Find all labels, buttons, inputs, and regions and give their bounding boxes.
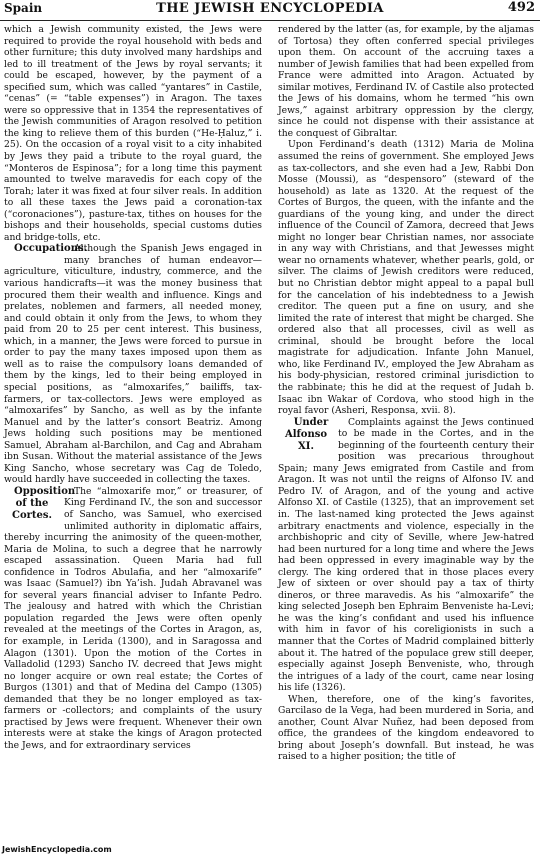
side-heading-opposition: Opposition of the Cortes.	[12, 485, 76, 521]
paragraph: Upon Ferdinand’s death (1312) Maria de Molina assumed the reins of government. She employed Jews as tax-collectors, and she even had a Jew, Rabbi Don Mosse (Moussi), as “despensoro” (steward of the household) as late as 1320. At the request of the Cortes of Burgos, the queen, with the infante and the guardians of the young king, and under the direct influence of the Council of Zamora, decreed that Jews might no longer bear Christian names, nor associate in any way with Christians, and that Jewesses might wear no ornaments whatever, whether pearls, gold, or silver. The claims of Jewish creditors were reduced, but no Christian debtor might appeal to a papal bull for the cancelation of his indebtedness to a Jewish creditor. The queen put a fine on usury, and she limited the rate of interest that might be charged. She ordered also that all processes, civil as well as criminal, should be brought before the local magistrate for adjudication. Infante John Manuel, who, like Ferdinand IV., employed the Jew Abraham as his body-physician, restored criminal jurisdiction to the rabbinate; this he did at the request of Judah b. Isaac ibn Wakar of Cordova, who stood high in the royal favor (Asheri, Responsa, xvii. 8).	[278, 139, 534, 417]
page-header	[0, 0, 540, 21]
side-heading-alfonso: Under Alfonso XI.	[284, 416, 329, 452]
paragraph: When, therefore, one of the king’s favorites, Garcilaso de la Vega, had been murdered in Soria, and another, Count Alvar Nuñez, had been deposed from office, the grandees of the kingdom endeavored to bring about Joseph’s downfall. But instead, he was raised to a higher position; the title of	[278, 693, 534, 763]
paragraph-text: The “almoxarife mor,” or treasurer, of King Ferdinand IV., the son and successor of Sancho, was Samuel, who exercised unlimited authority in diplomatic affairs, thereby incurring the animosity of the queen-mother, Maria de Molina, to such a degree that he narrowly escaped assassination. Queen Maria had full confidence in Todros Abulafia, and her “almoxarife” was Isaac (Samuel?) ibn Ya’ish. Judah Abravanel was for several years financial adviser to Infante Pedro. The jealousy and hatred with which the Christian population regarded the Jews were often openly revealed at the meetings of the Cortes in Aragon, as, for example, in Lerida (1300), and in Saragossa and Alagon (1301). Upon the motion of the Cortes in Valladolid (1293) Sancho IV. decreed that Jews might no longer acquire or own real estate; the Cortes of Burgos (1301) and that of Medina del Campo (1305) demanded that they be no longer employed as tax-farmers or -collectors; and complaints of the usury practised by Jews were frequent. Whenever their own interests were at stake the kings of Aragon protected the Jews, and for extraordinary services	[4, 485, 262, 751]
left-column	[4, 24, 262, 751]
paragraph-text: Although the Spanish Jews engaged in many branches of human endeavor—agriculture, viticulture, industry, commerce, and the various handicrafts—it was the money business that procured them their wealth and influence. Kings and prelates, noblemen and farmers, all needed money, and could obtain it only from the Jews, to whom they paid from 20 to 25 per cent interest. This business, which, in a manner, the Jews were forced to pursue in order to pay the many taxes imposed upon them as well as to raise the compulsory loans demanded of them by the kings, led to their being employed in special positions, as “almoxarifes,” bailiffs, tax-farmers, or tax-collectors. Jews were employed as “almoxarifes” by Sancho, as well as by the infante Manuel and by the latter’s consort Beatriz. Among Jews holding such positions may be mentioned Samuel, Abraham al-Barchilon, and Cag and Abraham ibn Susan. Without the material assistance of the Jews King Sancho, whose secretary was Cag de Toledo, would hardly have succeeded in collecting the taxes.	[4, 243, 262, 486]
paragraph	[4, 486, 262, 752]
paragraph: rendered by the latter (as, for example, by the aljamas of Tortosa) they often conferred special privileges upon them. On account of the accruing taxes a number of Jewish families that had been expelled from France were admitted into Aragon. Actuated by similar motives, Ferdinand IV. of Castile also protected the Jews of his domains, whom he termed “his own Jews,” against arbitrary oppression by the clergy, since he could not dispense with their assistance at the conquest of Gibraltar.	[278, 24, 534, 139]
paragraph: which a Jewish community existed, the Jews were required to provide the royal household with beds and other furniture; this duty involved many hardships and led to ill treatment of the Jews by royal servants; it could be escaped, however, by the payment of a specified sum, which was called “yantares” in Castile, “cenas” (= “table expenses”) in Aragon. The taxes were so oppressive that in 1354 the representatives of the Jewish communities of Aragon resolved to petition the king to relieve them of this burden (“He-Ḥaluz,” i. 25). On the occasion of a royal visit to a city inhabited by Jews they paid a tribute to the royal guard, the “Monteros de Espinosa”; for a long time this payment amounted to twelve maravedis for each copy of the Torah; later it was fixed at four silver reals. In addition to all these taxes the Jews paid a coronation-tax (“coronaciones”), pasture-tax, tithes on houses for the bishops and their households, special customs duties and bridge-tolls, etc.	[4, 24, 262, 243]
encyclopedia-title: THE JEWISH ENCYCLOPEDIA	[156, 1, 384, 16]
right-column	[278, 24, 534, 763]
paragraph	[278, 417, 534, 694]
site-logo-link[interactable]: JewishEncyclopedia.com	[2, 845, 112, 854]
paragraph-text: Complaints against the Jews continued to be made in the Cortes, and in the beginning of the fourteenth century their position was precarious throughout Spain; many Jews emigrated from Castile and from Aragon. It was not until the reigns of Alfonso IV. and Pedro IV. of Aragon, and of the young and active Alfonso XI. of Castile (1325), that an improvement set in. The last-named king protected the Jews against arbitrary enactments and violence, especially in the archbishopric and city of Seville, where Jew-hatred had been nurtured for a long time and where the Jews had been oppressed in every imaginable way by the clergy. The king ordered that in those places every Jew of sixteen or over should pay a tax of thirty dineros, or three maravedis. As his “almoxarife” the king selected Joseph ben Ephraim Benveniste ha-Levi; he was the king’s confidant and used his influence with him in favor of his coreligionists in such a manner that the Cortes of Madrid complained bitterly about it. The hatred of the populace grew still deeper, especially against Joseph Benveniste, who, through the intrigues of a lady of the court, came near losing his life (1326).	[278, 416, 534, 694]
page-number: 492	[507, 0, 535, 15]
section-title: Spain	[4, 1, 43, 15]
side-heading-occupations: Occupations.	[14, 243, 88, 255]
site-footer[interactable]	[2, 845, 112, 854]
paragraph	[4, 243, 262, 485]
